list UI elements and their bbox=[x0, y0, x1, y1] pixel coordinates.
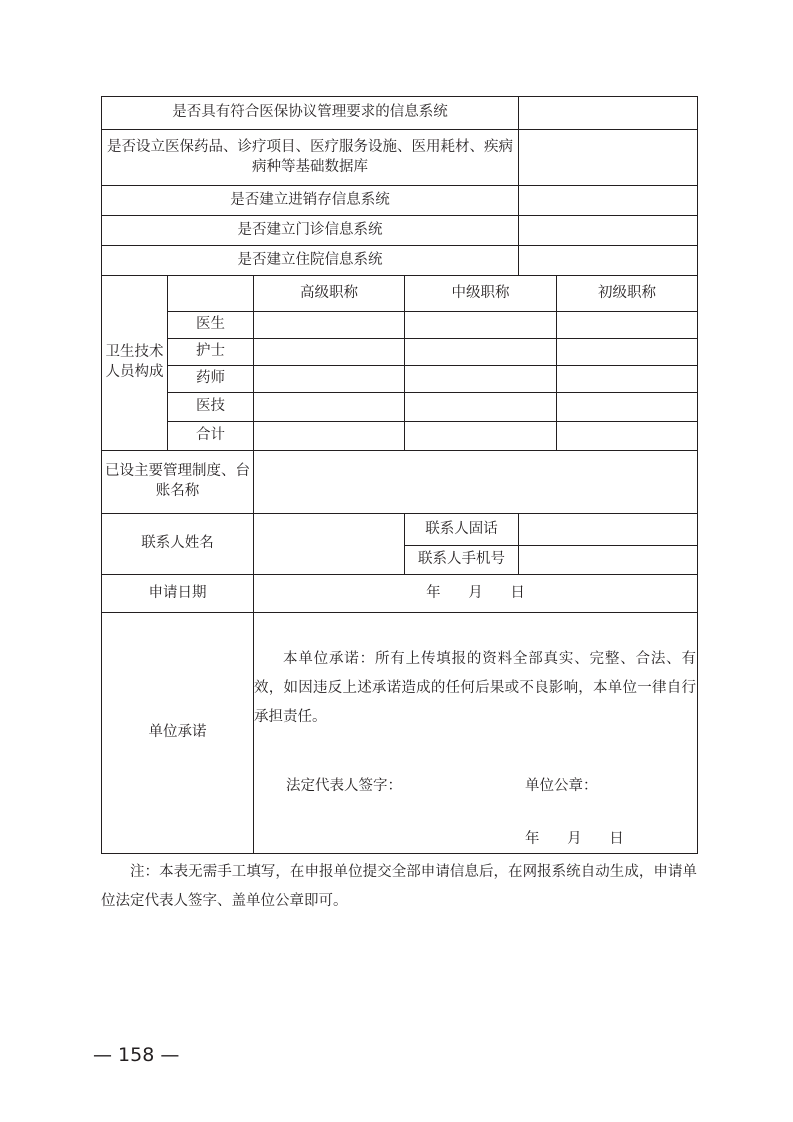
staff-header: 初级职称 bbox=[557, 276, 698, 312]
contact-mobile-label: 联系人手机号 bbox=[405, 546, 519, 575]
staff-cell[interactable] bbox=[557, 393, 698, 422]
pledge-cell bbox=[254, 613, 698, 854]
application-form-table bbox=[101, 96, 698, 854]
pledge-row bbox=[102, 613, 698, 854]
page-number: — 158 — bbox=[93, 1044, 180, 1066]
staff-cell[interactable] bbox=[557, 366, 698, 393]
legal-rep-signature-label: 法定代表人签字： bbox=[286, 778, 402, 794]
contact-row bbox=[102, 514, 698, 546]
info-label: 是否具有符合医保协议管理要求的信息系统 bbox=[102, 97, 519, 130]
info-label: 是否建立门诊信息系统 bbox=[102, 216, 519, 246]
contact-phone-cell[interactable] bbox=[519, 514, 698, 546]
apply-date-label: 申请日期 bbox=[102, 575, 254, 613]
pledge-label: 单位承诺 bbox=[102, 613, 254, 854]
staff-cell[interactable] bbox=[405, 422, 557, 451]
info-row bbox=[102, 246, 698, 276]
staff-row bbox=[102, 366, 698, 393]
contact-mobile-cell[interactable] bbox=[519, 546, 698, 575]
info-label: 是否建立进销存信息系统 bbox=[102, 186, 519, 216]
info-label: 是否建立住院信息系统 bbox=[102, 246, 519, 276]
staff-row-label: 合计 bbox=[168, 422, 254, 451]
staff-cell[interactable] bbox=[557, 312, 698, 339]
info-row bbox=[102, 216, 698, 246]
rules-value-cell[interactable] bbox=[254, 451, 698, 514]
footnote: 注：本表无需手工填写，在申报单位提交全部申请信息后，在网报系统自动生成，申请单位法定代表人签字、盖单位公章即可。 bbox=[101, 864, 697, 909]
contact-name-label: 联系人姓名 bbox=[102, 514, 254, 575]
pledge-date: 年 月 日 bbox=[525, 831, 624, 847]
staff-cell[interactable] bbox=[405, 366, 557, 393]
apply-date-value[interactable]: 年 月 日 bbox=[254, 575, 698, 613]
staff-row bbox=[102, 422, 698, 451]
staff-cell[interactable] bbox=[557, 422, 698, 451]
staff-group-label: 卫生技术人员构成 bbox=[102, 276, 168, 451]
info-value-cell[interactable] bbox=[519, 130, 698, 186]
info-row bbox=[102, 97, 698, 130]
staff-row-label: 医技 bbox=[168, 393, 254, 422]
unit-seal-label: 单位公章： bbox=[525, 778, 598, 794]
contact-name-cell[interactable] bbox=[254, 514, 405, 575]
info-value-cell[interactable] bbox=[519, 216, 698, 246]
rules-row bbox=[102, 451, 698, 514]
info-value-cell[interactable] bbox=[519, 246, 698, 276]
staff-corner-cell bbox=[168, 276, 254, 312]
info-value-cell[interactable] bbox=[519, 186, 698, 216]
staff-cell[interactable] bbox=[405, 312, 557, 339]
info-value-cell[interactable] bbox=[519, 97, 698, 130]
staff-row-label: 医生 bbox=[168, 312, 254, 339]
staff-header: 中级职称 bbox=[405, 276, 557, 312]
staff-row bbox=[102, 339, 698, 366]
staff-cell[interactable] bbox=[254, 422, 405, 451]
staff-cell[interactable] bbox=[557, 339, 698, 366]
staff-row bbox=[102, 312, 698, 339]
contact-phone-label: 联系人固话 bbox=[405, 514, 519, 546]
info-row bbox=[102, 186, 698, 216]
info-label: 是否设立医保药品、诊疗项目、医疗服务设施、医用耗材、疾病病种等基础数据库 bbox=[102, 130, 519, 186]
apply-date-row bbox=[102, 575, 698, 613]
staff-header: 高级职称 bbox=[254, 276, 405, 312]
staff-cell[interactable] bbox=[405, 339, 557, 366]
staff-cell[interactable] bbox=[254, 393, 405, 422]
staff-cell[interactable] bbox=[405, 393, 557, 422]
staff-cell[interactable] bbox=[254, 339, 405, 366]
staff-header-row bbox=[102, 276, 698, 312]
staff-cell[interactable] bbox=[254, 366, 405, 393]
staff-row-label: 药师 bbox=[168, 366, 254, 393]
rules-label: 已设主要管理制度、台账名称 bbox=[102, 451, 254, 514]
pledge-text: 本单位承诺：所有上传填报的资料全部真实、完整、合法、有效，如因违反上述承诺造成的任何后果或不良影响，本单位一律自行承担责任。 bbox=[254, 651, 696, 725]
staff-row bbox=[102, 393, 698, 422]
staff-cell[interactable] bbox=[254, 312, 405, 339]
staff-row-label: 护士 bbox=[168, 339, 254, 366]
info-row bbox=[102, 130, 698, 186]
